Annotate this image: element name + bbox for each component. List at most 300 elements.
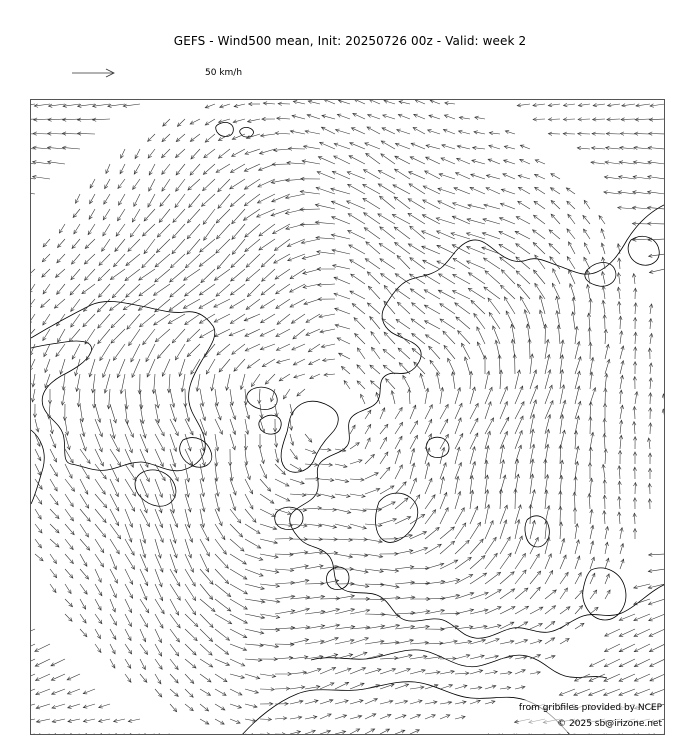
wind-arrow bbox=[230, 689, 242, 695]
wind-arrow-head bbox=[38, 515, 41, 519]
wind-arrow bbox=[275, 569, 294, 571]
wind-arrow bbox=[605, 644, 621, 652]
wind-arrow-head bbox=[276, 290, 280, 294]
wind-arrow bbox=[649, 629, 665, 636]
wind-arrow bbox=[429, 346, 440, 359]
wind-arrow bbox=[185, 554, 193, 572]
coastline-north-america bbox=[31, 301, 215, 470]
wind-arrow bbox=[437, 261, 455, 269]
wind-arrow bbox=[204, 224, 215, 240]
wind-arrow bbox=[50, 539, 59, 547]
wind-arrow-head bbox=[291, 320, 295, 324]
wind-arrow bbox=[31, 689, 35, 695]
wind-arrow-head bbox=[453, 258, 457, 261]
wind-arrow bbox=[125, 554, 135, 569]
wind-arrow bbox=[589, 494, 590, 509]
wind-arrow bbox=[410, 289, 425, 299]
wind-arrow-head bbox=[385, 452, 388, 456]
wind-arrow bbox=[515, 231, 530, 239]
wind-arrow bbox=[42, 254, 50, 262]
wind-arrow bbox=[199, 254, 215, 266]
wind-arrow bbox=[409, 184, 425, 194]
wind-arrow bbox=[187, 209, 200, 223]
wind-arrow-head bbox=[132, 492, 135, 496]
wind-arrow-head bbox=[518, 201, 522, 204]
wind-arrow bbox=[291, 314, 305, 323]
wind-arrow bbox=[232, 224, 245, 239]
wind-arrow bbox=[230, 179, 245, 189]
wind-arrow bbox=[470, 371, 471, 389]
wind-arrow-head bbox=[410, 289, 414, 293]
wind-arrow-head bbox=[528, 734, 532, 735]
wind-arrow bbox=[470, 187, 485, 194]
wind-arrow bbox=[398, 348, 410, 359]
wind-arrow-head bbox=[145, 609, 148, 613]
wind-arrow bbox=[426, 157, 440, 164]
wind-arrow bbox=[470, 418, 478, 434]
wind-arrow-head bbox=[484, 258, 488, 261]
wind-arrow-head bbox=[260, 305, 264, 308]
wind-arrow-head bbox=[251, 733, 255, 735]
wind-arrow bbox=[470, 522, 481, 539]
wind-arrow bbox=[215, 509, 222, 526]
wind-arrow bbox=[575, 573, 581, 585]
wind-arrow bbox=[425, 527, 439, 539]
wind-arrow bbox=[410, 157, 425, 164]
wind-arrow bbox=[440, 492, 447, 509]
wind-arrow bbox=[103, 224, 110, 236]
wind-arrow-head bbox=[100, 563, 104, 567]
wind-arrow-head bbox=[440, 304, 444, 308]
wind-arrow bbox=[276, 329, 290, 337]
wind-arrow bbox=[202, 194, 216, 206]
wind-arrow bbox=[482, 247, 500, 254]
wind-arrow bbox=[128, 239, 140, 251]
wind-arrow bbox=[169, 374, 170, 393]
wind-arrow bbox=[244, 179, 260, 189]
wind-arrow bbox=[57, 284, 65, 294]
wind-arrow bbox=[440, 527, 454, 539]
wind-arrow bbox=[520, 159, 530, 164]
wind-arrow bbox=[351, 128, 365, 134]
wind-arrow bbox=[215, 419, 222, 434]
wind-arrow bbox=[567, 257, 575, 269]
wind-arrow bbox=[365, 454, 374, 464]
coastline-svalbard bbox=[426, 437, 449, 457]
wind-arrow bbox=[80, 494, 89, 508]
wind-arrow-head bbox=[504, 297, 507, 301]
wind-arrow bbox=[455, 508, 464, 524]
wind-arrow bbox=[274, 254, 290, 263]
wind-arrow bbox=[125, 434, 132, 453]
map-credits bbox=[519, 700, 662, 732]
wind-arrow-head bbox=[154, 292, 158, 296]
wind-arrow bbox=[410, 532, 427, 539]
wind-arrow bbox=[365, 473, 378, 479]
wind-arrow bbox=[260, 674, 276, 677]
wind-arrow bbox=[82, 284, 95, 294]
wind-arrow bbox=[35, 494, 42, 504]
wind-arrow bbox=[560, 555, 566, 569]
wind-arrow bbox=[118, 209, 126, 221]
wind-arrow bbox=[110, 299, 125, 311]
wind-arrow bbox=[50, 584, 56, 593]
wind-arrow bbox=[139, 284, 155, 296]
wind-arrow bbox=[245, 479, 253, 494]
wind-arrow bbox=[573, 734, 590, 735]
wind-arrow bbox=[214, 269, 230, 280]
wind-arrow-head bbox=[244, 186, 248, 189]
wind-arrow bbox=[394, 197, 410, 209]
wind-arrow bbox=[50, 524, 59, 533]
wind-arrow bbox=[349, 156, 365, 164]
wind-arrow bbox=[424, 305, 440, 314]
wind-arrow bbox=[331, 201, 350, 209]
wind-arrow bbox=[31, 269, 35, 276]
wind-arrow bbox=[245, 329, 260, 336]
wind-arrow-head bbox=[103, 232, 106, 236]
coastline-hudson-bay bbox=[135, 470, 176, 506]
wind-arrow bbox=[70, 284, 80, 295]
wind-arrow bbox=[71, 269, 80, 280]
wind-arrow bbox=[367, 272, 380, 284]
wind-arrow bbox=[604, 659, 620, 667]
wind-arrow bbox=[72, 239, 80, 249]
wind-arrow bbox=[214, 314, 230, 322]
wind-arrow-head bbox=[396, 319, 400, 323]
wind-arrow bbox=[589, 674, 605, 681]
wind-arrow bbox=[456, 317, 470, 329]
wind-arrow-head bbox=[37, 734, 41, 736]
wind-arrow bbox=[309, 359, 320, 365]
wind-arrow bbox=[31, 674, 35, 681]
wind-arrow bbox=[575, 477, 576, 494]
wind-arrow bbox=[98, 269, 110, 281]
wind-arrow bbox=[395, 407, 402, 419]
wind-arrow bbox=[125, 419, 133, 437]
wind-arrow bbox=[157, 344, 170, 359]
wind-arrow bbox=[440, 419, 448, 434]
wind-arrow bbox=[185, 629, 197, 641]
wind-arrow bbox=[65, 539, 73, 550]
wind-arrow bbox=[635, 134, 651, 135]
wind-arrow bbox=[231, 284, 246, 295]
wind-arrow bbox=[129, 329, 140, 346]
wind-arrow bbox=[584, 200, 590, 209]
wind-arrow-head bbox=[489, 313, 492, 317]
wind-arrow-head bbox=[483, 573, 487, 576]
wind-arrow-head bbox=[635, 734, 639, 735]
wind-arrow bbox=[80, 554, 87, 566]
wind-arrow bbox=[148, 149, 155, 158]
wind-arrow bbox=[187, 224, 200, 239]
wind-arrow bbox=[372, 347, 381, 359]
wind-arrow bbox=[155, 479, 162, 497]
wind-arrow bbox=[65, 464, 72, 478]
wind-arrow bbox=[392, 215, 410, 225]
wind-arrow bbox=[244, 164, 260, 171]
wind-arrow bbox=[170, 599, 179, 615]
wind-arrow bbox=[366, 242, 380, 254]
wind-arrow bbox=[262, 269, 275, 281]
wind-arrow bbox=[320, 668, 336, 675]
wind-arrow bbox=[332, 171, 350, 179]
wind-arrow-head bbox=[290, 275, 294, 278]
wind-arrow-head bbox=[74, 230, 77, 234]
wind-arrow bbox=[397, 302, 410, 314]
wind-arrow bbox=[261, 284, 275, 295]
wind-arrow bbox=[380, 729, 390, 734]
wind-arrow bbox=[563, 119, 575, 120]
wind-arrow bbox=[31, 734, 35, 735]
wind-arrow bbox=[619, 466, 620, 479]
wind-arrow bbox=[516, 217, 530, 224]
wind-arrow bbox=[65, 479, 75, 491]
wind-arrow bbox=[590, 328, 591, 344]
wind-arrow bbox=[132, 209, 140, 222]
wind-arrow bbox=[584, 257, 590, 269]
wind-arrow bbox=[35, 464, 41, 476]
wind-arrow bbox=[170, 419, 178, 436]
wind-arrow bbox=[95, 434, 102, 452]
wind-arrow bbox=[110, 269, 125, 280]
wind-arrow bbox=[132, 359, 140, 377]
wind-arrow bbox=[110, 509, 119, 526]
wind-arrow bbox=[173, 209, 185, 222]
wind-arrow bbox=[176, 164, 185, 175]
wind-arrow bbox=[35, 524, 42, 533]
wind-arrow bbox=[111, 314, 125, 328]
wind-arrow bbox=[155, 269, 170, 282]
wind-arrow bbox=[425, 495, 435, 509]
wind-arrow bbox=[534, 270, 546, 284]
wind-arrow bbox=[530, 537, 538, 554]
wind-arrow-head bbox=[243, 576, 247, 579]
wind-arrow bbox=[200, 524, 209, 541]
wind-arrow-head bbox=[275, 276, 279, 280]
wind-arrow bbox=[534, 201, 545, 209]
wind-arrow bbox=[353, 113, 365, 119]
wind-arrow-head bbox=[651, 734, 655, 735]
map-panel bbox=[30, 99, 665, 735]
wind-arrow bbox=[99, 734, 111, 735]
wind-arrow bbox=[380, 424, 388, 434]
wind-arrow-head bbox=[380, 259, 384, 262]
wind-arrow bbox=[35, 554, 43, 561]
wind-arrow bbox=[605, 329, 606, 344]
wind-arrow bbox=[488, 298, 500, 314]
wind-arrow bbox=[245, 224, 260, 237]
wind-arrow bbox=[380, 452, 388, 464]
wind-arrow bbox=[171, 254, 186, 268]
wind-arrow-head bbox=[53, 733, 57, 735]
wind-arrow bbox=[439, 274, 455, 284]
wind-arrow-head bbox=[551, 638, 555, 641]
wind-arrow bbox=[515, 570, 526, 584]
wind-arrow bbox=[663, 409, 665, 419]
wind-arrow bbox=[217, 344, 230, 355]
wind-arrow bbox=[394, 227, 410, 239]
wind-arrow bbox=[619, 644, 635, 652]
wind-arrow bbox=[85, 269, 96, 280]
wind-arrow bbox=[515, 606, 529, 614]
wind-arrow bbox=[438, 188, 455, 194]
wind-arrow bbox=[500, 553, 511, 569]
wind-arrow bbox=[350, 668, 366, 674]
wind-arrow bbox=[140, 434, 148, 452]
wind-arrow bbox=[170, 674, 178, 683]
wind-arrow bbox=[470, 506, 478, 524]
wind-arrow bbox=[545, 621, 555, 629]
wind-arrow bbox=[590, 299, 591, 314]
wind-arrow bbox=[125, 464, 136, 481]
wind-arrow bbox=[125, 509, 132, 527]
wind-arrow bbox=[605, 388, 606, 404]
wind-arrow bbox=[243, 209, 260, 220]
wind-arrow bbox=[103, 209, 110, 220]
wind-arrow bbox=[204, 149, 215, 158]
wind-arrow-head bbox=[221, 707, 225, 710]
wind-arrow bbox=[396, 319, 410, 329]
wind-arrow bbox=[368, 286, 380, 299]
wind-arrow bbox=[155, 449, 163, 467]
wind-arrow bbox=[95, 629, 101, 639]
wind-arrow bbox=[203, 209, 215, 224]
wind-arrow bbox=[259, 389, 260, 404]
wind-arrow bbox=[335, 682, 349, 689]
wind-arrow bbox=[125, 494, 135, 511]
wind-arrow-head bbox=[477, 522, 480, 526]
wind-arrow bbox=[395, 517, 411, 524]
wind-arrow-head bbox=[138, 307, 142, 311]
wind-arrow bbox=[634, 644, 650, 652]
wind-arrow-head bbox=[207, 692, 211, 695]
wind-arrow bbox=[620, 134, 635, 135]
wind-arrow bbox=[190, 134, 200, 141]
wind-arrow bbox=[455, 403, 462, 419]
wind-arrow bbox=[300, 224, 320, 225]
wind-arrow bbox=[593, 119, 605, 120]
wind-arrow bbox=[230, 629, 247, 638]
coastlines bbox=[31, 122, 665, 735]
wind-arrow bbox=[260, 689, 274, 690]
credit-source: from gribfiles provided by NCEP bbox=[518, 703, 662, 713]
wind-arrow bbox=[245, 344, 260, 351]
wind-arrow bbox=[366, 153, 380, 164]
wind-arrow bbox=[127, 314, 140, 329]
wind-arrow bbox=[350, 683, 364, 689]
wind-arrow-head bbox=[159, 665, 163, 669]
wind-arrow bbox=[131, 344, 140, 362]
wind-arrow bbox=[354, 318, 365, 329]
wind-arrow-head bbox=[85, 533, 88, 537]
wind-arrow bbox=[634, 674, 650, 681]
wind-arrow bbox=[275, 644, 294, 645]
wind-arrow bbox=[320, 142, 335, 149]
wind-arrow bbox=[184, 269, 200, 280]
wind-arrow bbox=[155, 569, 162, 587]
wind-arrow bbox=[230, 299, 245, 308]
wind-arrow bbox=[470, 556, 485, 569]
wind-arrow bbox=[413, 128, 425, 135]
wind-arrow bbox=[500, 402, 507, 420]
wind-arrow bbox=[462, 343, 471, 359]
wind-arrow bbox=[604, 434, 605, 449]
wind-arrow bbox=[321, 127, 335, 134]
wind-arrow bbox=[229, 329, 245, 336]
wind-arrow bbox=[185, 539, 191, 558]
wind-arrow-head bbox=[408, 213, 412, 216]
wind-arrow bbox=[317, 172, 335, 179]
wind-arrow bbox=[515, 386, 523, 404]
wind-arrow bbox=[200, 659, 213, 667]
wind-arrow bbox=[395, 144, 410, 150]
wind-arrow bbox=[275, 494, 290, 501]
wind-arrow bbox=[534, 215, 546, 224]
wind-arrow-head bbox=[364, 213, 368, 217]
wind-arrow bbox=[215, 599, 231, 611]
wind-arrow bbox=[260, 494, 274, 503]
wind-arrow bbox=[347, 201, 365, 209]
wind-arrow-head bbox=[408, 244, 412, 247]
wind-arrow bbox=[125, 569, 133, 584]
wind-arrow bbox=[380, 196, 396, 209]
wind-arrow bbox=[259, 239, 275, 250]
wind-arrow bbox=[94, 389, 95, 408]
wind-arrow bbox=[215, 614, 232, 624]
wind-arrow-head bbox=[262, 363, 266, 366]
wind-arrow bbox=[380, 227, 395, 239]
wind-arrow bbox=[499, 244, 515, 254]
wind-arrow-head bbox=[113, 733, 117, 735]
wind-arrow bbox=[545, 324, 546, 344]
wind-arrow bbox=[574, 689, 590, 695]
wind-arrow bbox=[172, 239, 185, 254]
wind-arrow bbox=[648, 224, 665, 225]
wind-arrow bbox=[260, 464, 267, 478]
wind-arrow bbox=[185, 569, 195, 586]
wind-arrow bbox=[95, 479, 105, 494]
wind-arrow-head bbox=[162, 187, 165, 191]
wind-arrow bbox=[395, 436, 402, 449]
wind-arrow-head bbox=[142, 733, 146, 735]
wind-arrow bbox=[381, 154, 395, 164]
wind-arrow bbox=[230, 524, 243, 537]
wind-arrow bbox=[170, 284, 185, 297]
wind-arrow bbox=[310, 374, 320, 379]
wind-arrow bbox=[245, 434, 246, 450]
wind-arrow bbox=[188, 179, 200, 190]
wind-arrow bbox=[147, 359, 155, 377]
wind-arrow bbox=[261, 314, 275, 323]
wind-arrow bbox=[144, 239, 155, 254]
wind-arrow bbox=[200, 704, 209, 711]
wind-arrow bbox=[135, 149, 140, 159]
wind-arrow bbox=[604, 689, 620, 695]
wind-arrow bbox=[68, 734, 80, 735]
wind-arrow bbox=[277, 314, 290, 324]
wind-arrow bbox=[293, 359, 305, 365]
wind-arrow bbox=[341, 367, 350, 375]
wind-arrow-head bbox=[351, 274, 355, 278]
wind-arrow-head bbox=[117, 462, 120, 466]
wind-arrow bbox=[635, 734, 650, 735]
wind-arrow bbox=[119, 194, 126, 205]
wind-arrow bbox=[110, 614, 117, 625]
wind-arrow bbox=[214, 299, 230, 307]
wind-arrow bbox=[514, 734, 530, 735]
wind-arrow-head bbox=[207, 678, 211, 682]
